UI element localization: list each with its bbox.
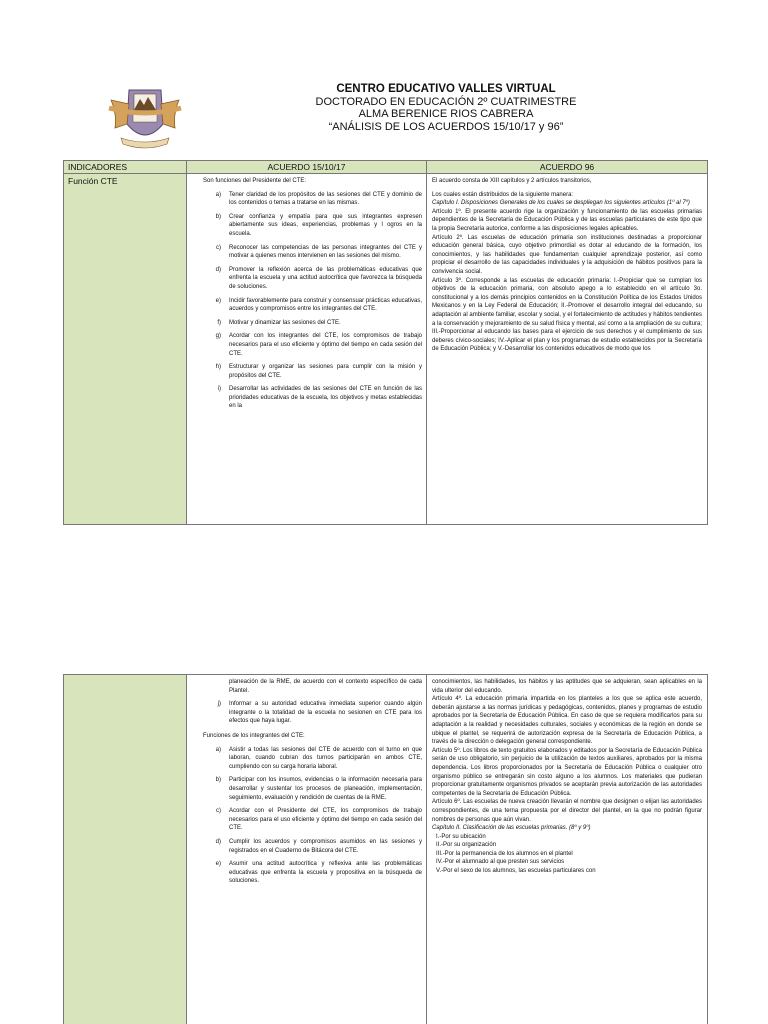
table-row — [64, 675, 708, 1024]
list-marker: e) — [215, 861, 221, 868]
list-item — [203, 385, 422, 411]
program-line: DOCTORADO EN EDUCACIÓN 2º CUATRIMESTRE — [315, 95, 577, 108]
list-marker: b) — [215, 777, 221, 784]
list-item-text: Asistir a todas las sesiones del CTE de acuerdo con el turno en que laboran, cuando cubran dos turnos participarán en ambos CTE, cumpliendo con su carga horaria laboral. — [229, 746, 422, 770]
table-row — [64, 174, 708, 525]
list-marker: e) — [215, 297, 221, 304]
list-item — [203, 213, 422, 239]
list-item: j) Informar a su autoridad educativa inmediata superior cuando algún integrante o la totalidad de la escuela no sesionen en CTE para los efectos que haya lugar. — [217, 701, 422, 725]
analysis-table-page-1 — [63, 160, 708, 525]
list-item: V.-Por el sexo de los alumnos, las escuelas particulares con — [436, 868, 596, 875]
integrantes-section-title: Funciones de los integrantes del CTE: — [203, 732, 305, 739]
chapter-1-title: Capítulo I. Disposiciones Generales de los cuales se despliegan los siguientes artículos (1º al 7º) — [432, 200, 690, 207]
list-item: I.-Por su ubicación — [436, 833, 486, 840]
acuerdo-96-distribution: Los cuales están distribuidos de la siguiente manera: — [432, 191, 574, 198]
list-marker: d) — [215, 838, 221, 845]
list-item — [203, 807, 422, 833]
list-item — [203, 297, 422, 314]
analysis-table-page-2 — [63, 674, 708, 1024]
list-marker: f) — [217, 319, 221, 326]
list-marker: b) — [215, 213, 221, 220]
list-item-text: Acordar con los integrantes del CTE, los compromisos de trabajo necesarios para el uso eficiente y óptimo del tiempo en cada sesión del CTE. — [229, 333, 422, 357]
presidente-functions-list — [203, 191, 422, 411]
chapter-2-title: Capítulo II. Clasificación de las escuelas primarias. (8º y 9º) — [432, 825, 591, 832]
list-item — [203, 860, 422, 886]
acuerdo-15-10-17-cell — [187, 174, 427, 525]
articulo-2: Artículo 2º. Las escuelas de educación primaria son instituciones destinadas a proporcionar educación general básica, cuyo objetivo primordial es dotar al educando de la formación, los conocimientos, y las habilidades que fundamentan cualquier aprendizaje posterior, así como propiciar el desarrollo de las capacidades individuales y la adquisición de hábitos positivos para la convivencia social. — [432, 234, 702, 275]
list-marker: g) — [215, 333, 221, 340]
indicator-funcion-cte: Función CTE — [64, 174, 187, 525]
author-line: ALMA BERENICE RIOS CABRERA — [358, 108, 534, 120]
list-item-text: Estructurar y organizar las sesiones para cumplir con la misión y propósitos del CTE. — [229, 364, 422, 379]
list-item-text: Asumir una actitud autocrítica y reflexiva ante las problemáticas educativas que enfrenta la escuela y propositiva en la búsqueda de soluciones. — [229, 861, 422, 885]
header-acuerdo-96: ACUERDO 96 — [427, 161, 708, 174]
articulo-6: Artículo 6º. Las escuelas de nueva creación llevarán el nombre que designen o elijan las autoridades correspondientes, de una terna propuesta por el director del plantel, en la que no podrán figurar nombres de personas que aún vivan. — [432, 799, 702, 823]
document-header — [240, 83, 652, 133]
classification-list — [432, 833, 702, 876]
list-item — [203, 332, 422, 358]
list-item-text: Motivar y dinamizar las sesiones del CTE. — [229, 319, 341, 326]
list-item-text: Tener claridad de los propósitos de las sesiones del CTE y dominio de los contenidos o temas a tratarse en las mismas. — [229, 191, 422, 207]
acuerdo-96-intro: El acuerdo consta de XIII capítulos y 2 artículos transitorios, — [432, 178, 592, 184]
presidente-intro: Son funciones del Presidente del CTE: — [203, 178, 307, 184]
header-acuerdo-15-10-17: ACUERDO 15/10/17 — [187, 161, 427, 174]
list-marker: d) — [215, 266, 221, 273]
indicator-cell-continued — [64, 675, 187, 1024]
acuerdo-96-cell-continued — [427, 675, 708, 1024]
articulo-3-continued: conocimientos, las habilidades, los hábitos y las aptitudes que se adquieran, sean aplicables en la vida ulterior del educando. — [432, 679, 702, 694]
list-item: planeación de la RME, de acuerdo con el contexto específico de cada Plantel. — [229, 679, 422, 694]
list-item-text: Reconocer las competencias de las personas integrantes del CTE y motivar a quienes menos intervienen en las sesiones del mismo. — [229, 244, 422, 260]
integrantes-functions-list — [203, 746, 422, 886]
table-header-row — [64, 161, 708, 174]
list-item: II.-Por su organización — [436, 842, 497, 849]
articulo-5: Artículo 5º. Los libros de texto gratuitos elaborados y editados por la Secretaría de Educación Pública serán de uso obligatorio, sin perjuicio de la utilización de textos auxiliares, aprobados por la misma dependencia. Los libros proporcionados por la Secretaría de Educación Pública o cualquier otro organismo público se entregarán sin costo alguno a los alumnos. Los materiales que pudieran proporcionar gratuitamente organismos privados se aceptarán previa autorización de las autoridades competentes de la Secretaría de Educación Pública. — [432, 747, 703, 797]
list-item-text: Cumplir los acuerdos y compromisos asumidos en las sesiones y registrados en el Cuaderno de Bitácora del CTE. — [229, 838, 422, 854]
list-item-text: Participar con los insumos, evidencias o la información necesaria para desarrollar y sustentar los procesos de planeación, implementación, seguimiento, evaluación y rendición de cuentas de la RME. — [229, 777, 422, 801]
list-item — [203, 838, 422, 855]
list-item-text: Promover la reflexión acerca de las problemáticas educativas que enfrenta la escuela y una actitud autocrítica que favorezca la búsqueda de soluciones. — [229, 266, 422, 290]
articulo-3: Artículo 3º. Corresponde a las escuelas de educación primaria: I.-Propiciar que se cumplan los objetivos de la educación primaria, con absoluto apego a lo establecido en el artículo 3o. constitucional y a los demás principios contenidos en la Constitución Política de los Estados Unidos Mexicanos y en la Ley Federal de Educación; II.-Promover el desarrollo integral del educando, su adaptación al ambiente familiar, escolar y social, y el fortalecimiento de actitudes y hábitos tendientes a la conservación y mejoramiento de su salud física y mental, así como a la ampliación de su cultura; III.-Proporcionar al educando las bases para el ejercicio de sus derechos y el cumplimiento de sus deberes cívico-sociales; IV.-Aplicar el plan y los programas de estudio establecidos por la Secretaría de Educación Pública; y V.-Desarrollar los contenidos educativos de modo que los — [432, 277, 702, 353]
list-item-text: Crear confianza y empatía para que sus integrantes expresen abiertamente sus ideas, experiencias, problemas y l ogros en la escuela. — [229, 213, 422, 237]
list-marker: h) — [215, 364, 221, 371]
list-item — [203, 244, 422, 261]
acuerdo-15-10-17-cell-continued — [187, 675, 427, 1024]
list-item: III.-Por la permanencia de los alumnos en el plantel — [436, 850, 573, 857]
list-item — [203, 363, 422, 380]
list-item: IV.-Por el alumnado al que presten sus servicios — [436, 859, 565, 866]
school-name: CENTRO EDUCATIVO VALLES VIRTUAL — [336, 83, 556, 95]
articulo-1: Artículo 1º. El presente acuerdo rige la organización y funcionamiento de las escuelas primarias dependientes de la Secretaría de Educación Pública y de las escuelas particulares de este tipo que la propia Secretaría autorice, conforme a las disposiciones legales aplicables. — [432, 208, 702, 232]
acuerdo-96-cell — [427, 174, 708, 525]
list-item — [203, 191, 422, 208]
list-item — [203, 776, 422, 802]
list-item-text: Incidir favorablemente para construir y consensuar prácticas educativas, acuerdos y compromisos entre los integrantes del CTE. — [229, 297, 422, 313]
list-marker: a) — [215, 191, 221, 198]
list-item — [203, 319, 422, 328]
articulo-4: Artículo 4º. La educación primaria impartida en los planteles a los que se aplica este acuerdo, deberán ajustarse a las normas jurídicas y pedagógicas, contenidos, planes y programas de estudio aprobados por la Secretaría de Educación Pública. En caso de que se requiera modificarlos para su adaptación a la realidad y necesidades culturales, sociales y económicas de la región en donde se ubique el plantel, se requerirá de autorización expresa de la Secretaría de Educación Pública, a través de la dirección o delegación general correspondiente. — [432, 696, 702, 746]
list-item-text: Desarrollar las actividades de las sesiones del CTE en función de las prioridades educativas de la escuela, los objetivos y metas establecidas en la — [229, 386, 422, 410]
list-item-text: Acordar con el Presidente del CTE, los compromisos de trabajo necesarios para el uso eficiente y óptimo del tiempo en cada sesión del CTE. — [229, 808, 422, 832]
school-crest-logo — [107, 84, 183, 152]
list-marker: c) — [216, 808, 221, 815]
document-title: “ANÁLISIS DE LOS ACUERDOS 15/10/17 y 96” — [328, 120, 564, 133]
list-item — [203, 266, 422, 292]
list-marker: c) — [216, 244, 221, 251]
header-indicadores: INDICADORES — [64, 161, 187, 174]
list-marker: i) — [217, 386, 221, 393]
list-item — [203, 746, 422, 772]
list-marker: a) — [215, 746, 221, 753]
